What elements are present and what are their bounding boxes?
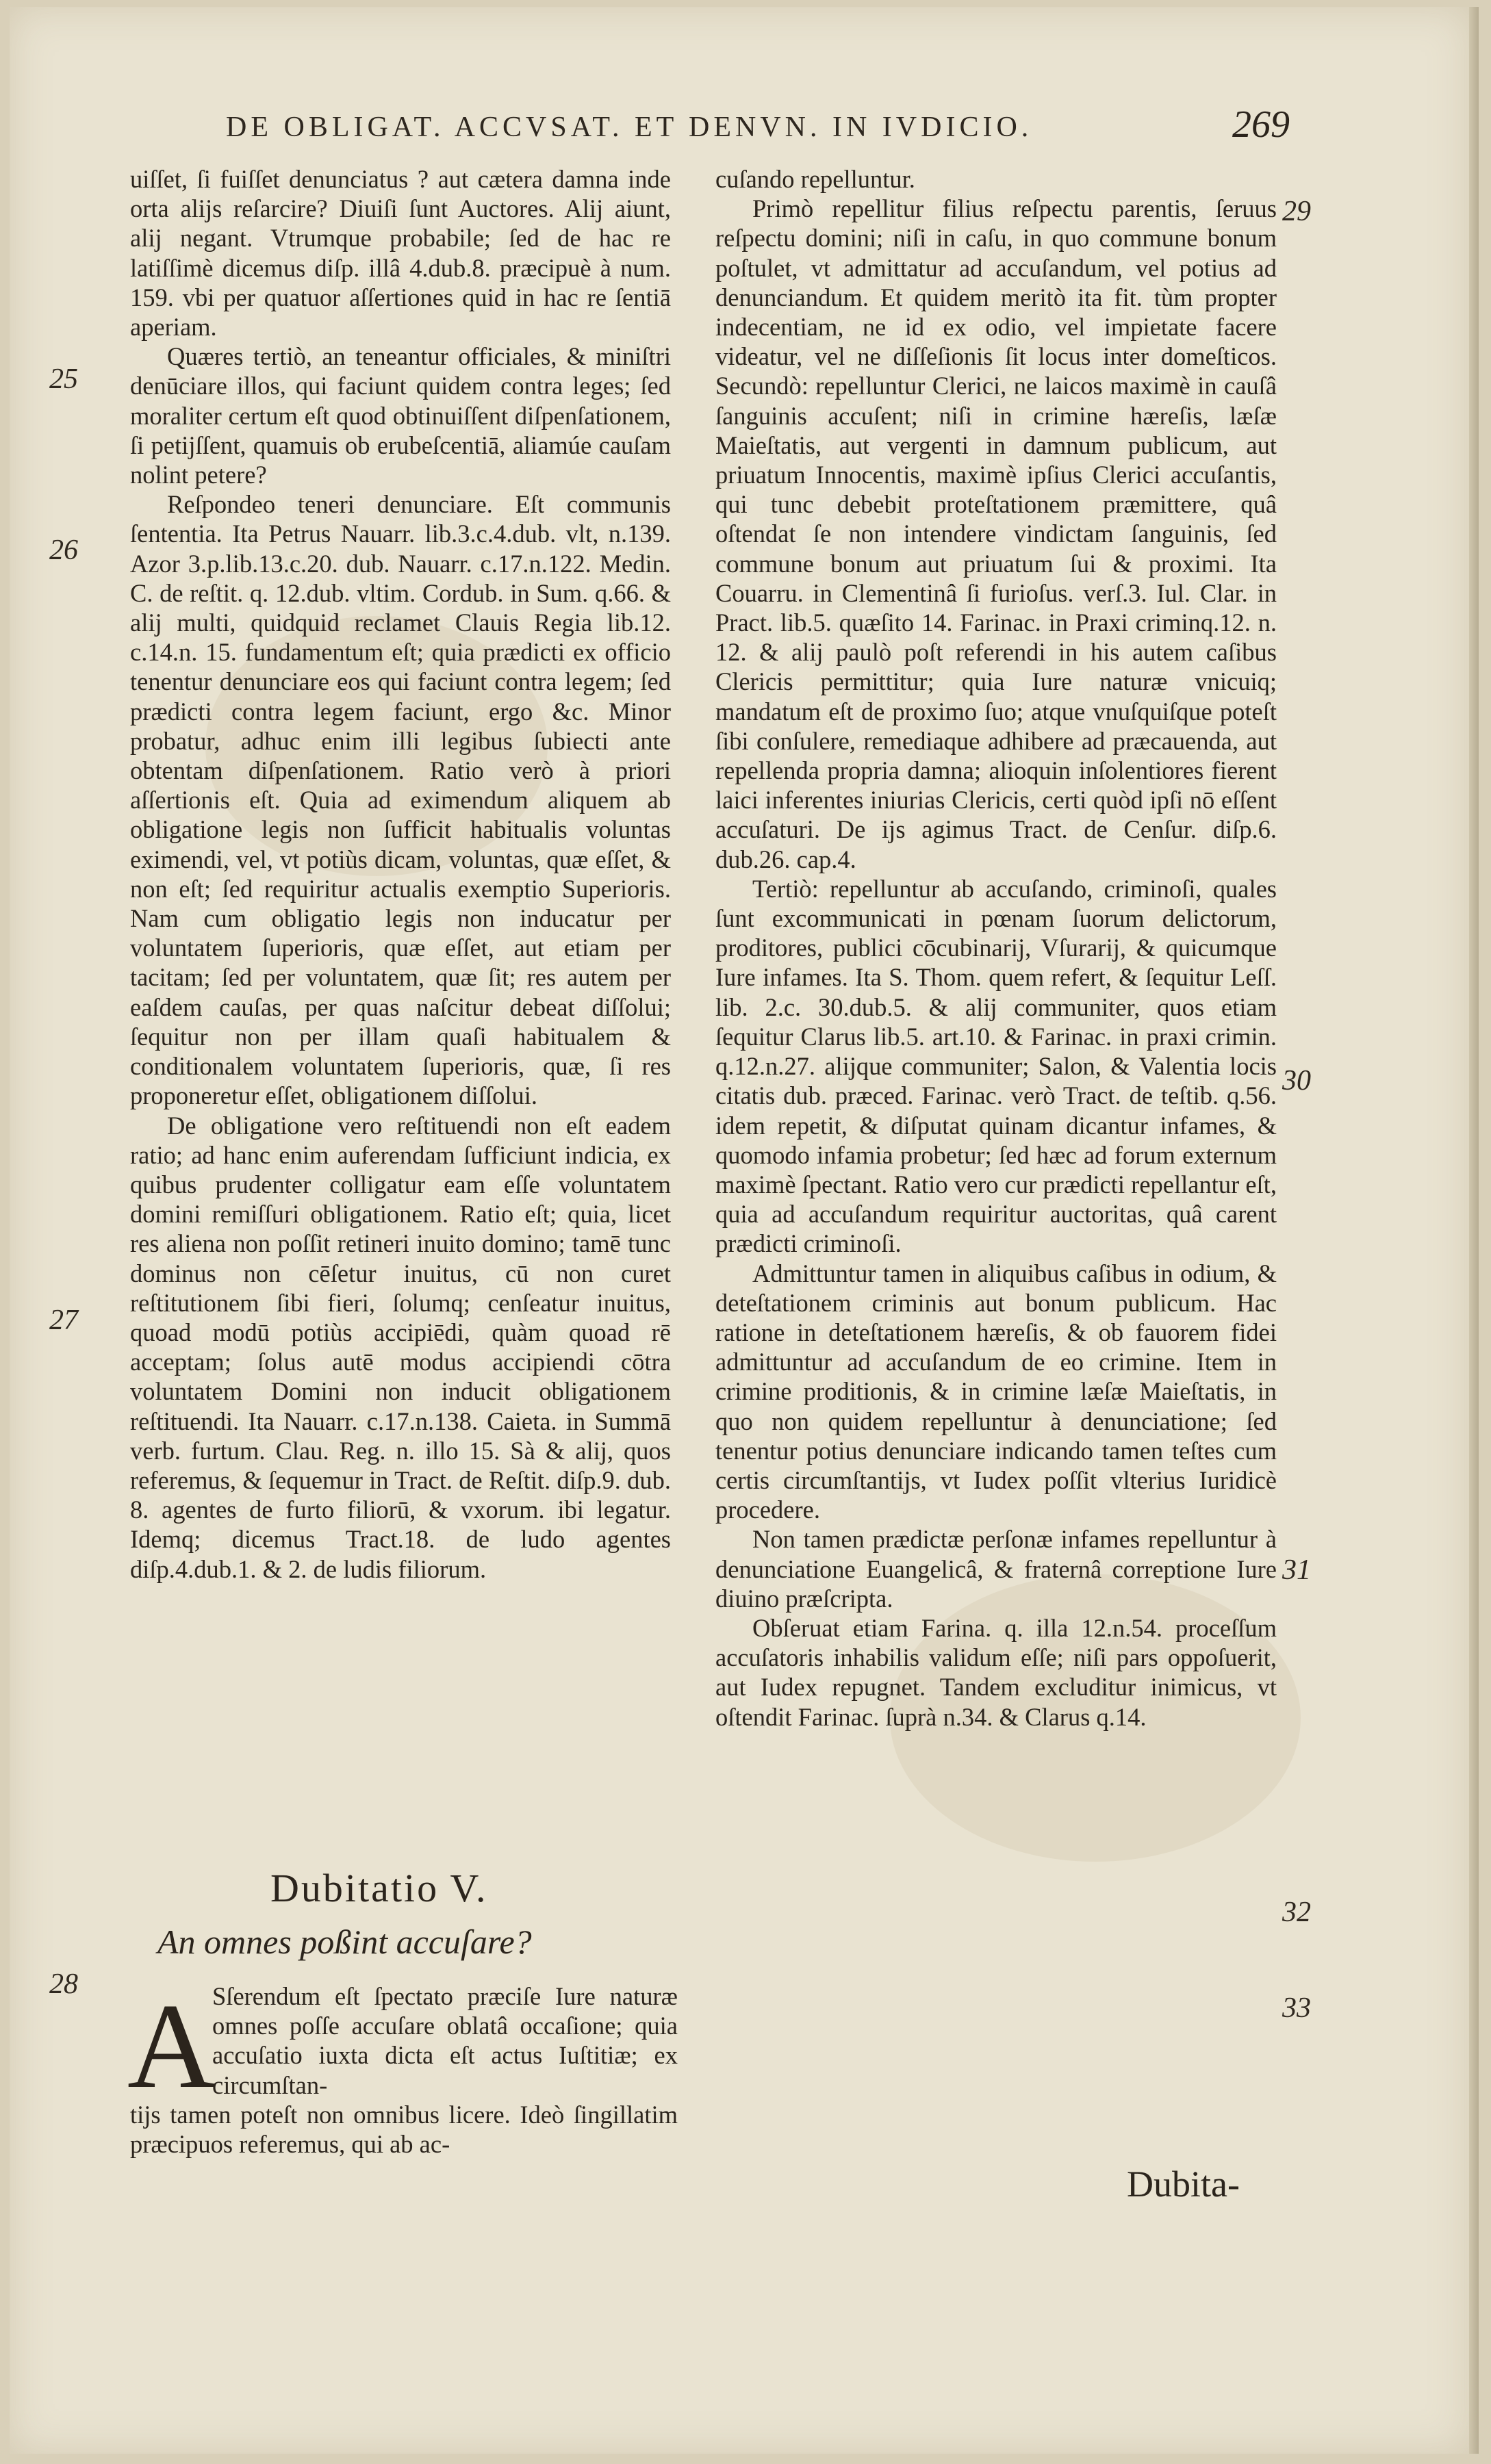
paragraph: cuſando repelluntur. bbox=[715, 165, 915, 193]
paragraph: De obligatione vero reſtituendi non eſt eadem ratio; ad hanc enim auferendam ſufficiunt indicia, ex quibus prudenter colligatur eam eſſe voluntatem domini remiſſuri obligationem. Ratio eſt; quia, licet res aliena non poſſit retineri inuito domino; tamē tunc dominus non cēſetur inuitus, cū non curet reſtitutionem ſibi fieri, ſolumq; cenſeatur inuitus, quoad modū potiùs accipiēdi, quàm quoad rē acceptam; ſolus autē modus accipiendi cōtra voluntatem Domini non inducit obligationem reſtituendi. Ita Nauarr. c.17.n.138. Caieta. in Summā verb. furtum. Clau. Reg. n. illo 15. Sà & alij, quos referemus, & ſequemur in Tract. de Reſtit. diſp.9. dub. 8. agentes de furto filiorū, & vxorum. ibi legatur. Idemq; dicemus Tract.18. de ludo agentes diſp.4.dub.1. & 2. de ludis filiorum. bbox=[130, 1111, 671, 1583]
page-number: 269 bbox=[1232, 103, 1290, 146]
section-title: Dubitatio V. bbox=[270, 1866, 488, 1910]
paragraph: uiſſet, ſi fuiſſet denunciatus ? aut cætera damna inde orta alijs reſarcire? Diuiſi ſunt Auctores. Alij aiunt, alij negant. Vtrumque probabile; ſed de hac re latiſſimè dicemus diſp. illâ 4.dub.8. præcipuè à num. 159. vbi per quatuor aſſertiones quid in hac re ſentiā aperiam. bbox=[130, 165, 671, 342]
catchword: Dubita- bbox=[1127, 2164, 1240, 2205]
running-title: DE OBLIGAT. ACCVSAT. ET DENVN. IN IVDICIO. bbox=[226, 112, 1033, 143]
paragraph: Sſerendum eſt ſpectato præciſe Iure naturæ omnes poſſe accuſare oblatâ occaſione; quia accuſatio iuxta dicta eſt actus Iuſtitiæ; ex circumſtan- bbox=[212, 1982, 678, 2099]
margin-number: 27 bbox=[49, 1305, 78, 1336]
margin-number: 25 bbox=[49, 363, 78, 395]
paragraph: Non tamen prædictæ perſonæ infames repelluntur à denunciatione Euangelicâ, & fraternâ correptione Iure diuino præſcripta. bbox=[715, 1525, 1277, 1613]
margin-number: 32 bbox=[1282, 1897, 1311, 1928]
paragraph: tijs tamen poteſt non omnibus licere. Ideò ſingillatim præcipuos referemus, qui ab ac- bbox=[130, 2101, 678, 2159]
section-question: An omnes poßint accuſare? bbox=[157, 1923, 532, 1961]
paragraph: Quæres tertiò, an teneantur officiales, & miniſtri denūciare illos, qui faciunt quidem contra leges; ſed moraliter certum eſt quod obtinuiſſent diſpenſationem, ſi petijſſent, quamuis ob erubeſcentiā, aliamúe cauſam nolint petere? bbox=[130, 342, 671, 489]
paragraph: Obſeruat etiam Farina. q. illa 12.n.54. proceſſum accuſatoris inhabilis validum eſſe; niſi pars oppoſuerit, aut Iudex repugnet. Tandem excluditur inimicus, vt oſtendit Farinac. ſuprà n.34. & Clarus q.14. bbox=[715, 1613, 1277, 1731]
margin-number: 33 bbox=[1282, 1992, 1311, 2024]
paragraph: Tertiò: repelluntur ab accuſando, criminoſi, quales ſunt excommunicati in pœnam ſuorum delictorum, proditores, publici cōcubinarij, Vſurarij, & quicumque Iure infames. Ita S. Thom. quem refert, & ſequitur Leſſ. lib. 2.c. 30.dub.5. & alij communiter, quos etiam ſequitur Clarus lib.5. art.10. & Farinac. in praxi crimin. q.12.n.27. alijque communiter; Salon, & Valentia locis citatis dub. præced. Farinac. verò Tract. de teſtib. q.56. idem repetit, & diſputat quinam dicantur infames, & quomodo infamia probetur; ſed hæc ad forum externum maximè ſpectant. Ratio vero cur prædicti repellantur eſt, quia ad accuſandum requiritur auctoritas, quâ carent prædicti criminoſi. bbox=[715, 874, 1277, 1258]
margin-number: 28 bbox=[49, 1968, 78, 2000]
paragraph: Admittuntur tamen in aliquibus caſibus in odium, & deteſtationem criminis aut bonum publicum. Hac ratione in deteſtationem hæreſis, & ob fauorem fidei admittuntur ad accuſandum de eo crimine. Item in crimine proditionis, & in crimine læſæ Maieſtatis, in quo non quidem repelluntur à denunciatione; ſed tenentur potius denunciare indicando tamen teſtes cum certis circumſtantijs, vt Iudex poſſit vlterius Iuridicè procedere. bbox=[715, 1259, 1277, 1524]
paragraph: Primò repellitur filius reſpectu parentis, ſeruus reſpectu domini; niſi in caſu, in quo commune bonum poſtulet, vt admittatur ad accuſandum, vel potius ad denunciandum. Et quidem meritò ita fit. tùm propter indecentiam, ne id ex odio, vel impietate facere videatur, vel ne diſſeſionis ſit locus inter domeſticos. Secundò: repelluntur Clerici, ne laicos maximè in cauſâ ſanguinis accuſent; niſi in crimine hæreſis, læſæ Maieſtatis, aut vergenti in damnum publicum, aut priuatum Innocentis, maximè ipſius Clerici accuſantis, qui tunc debebit proteſtationem præmittere, quâ oſtendat ſe non intendere vindictam ſanguinis, ſed commune bonum aut priuatum ſui & proximi. Ita Couarru. in Clementinâ ſi furioſus. verſ.3. Iul. Clar. in Pract. lib.5. quæſito 14. Farinac. in Praxi criminq.12. n. 12. & alij paulò poſt referendi in his autem caſibus Clericis permittitur; quia Iure naturæ vnicuiq; mandatum eſt de proximo ſuo; atque vnuſquiſque poteſt ſibi conſulere, remediaque adhibere ad præcauenda, aut repellenda propria damna; alioquin inſolentiores fierent laici inferentes iniurias Clericis, certi quòd ipſi nō eſſent accuſaturi. De ijs agimus Tract. de Cenſur. diſp.6. dub.26. cap.4. bbox=[715, 194, 1277, 873]
margin-number: 30 bbox=[1282, 1065, 1311, 1096]
margin-number: 31 bbox=[1282, 1554, 1311, 1586]
drop-cap: A bbox=[127, 1978, 216, 2114]
page-edge bbox=[1469, 7, 1479, 2454]
right-column bbox=[715, 164, 1277, 1732]
margin-number: 29 bbox=[1282, 196, 1311, 227]
left-column bbox=[130, 164, 671, 1584]
margin-number: 26 bbox=[49, 535, 78, 566]
paragraph: Reſpondeo teneri denunciare. Eſt communis ſententia. Ita Petrus Nauarr. lib.3.c.4.dub. vlt, n.139. Azor 3.p.lib.13.c.20. dub. Nauarr. c.17.n.122. Medin. C. de reſtit. q. 12.dub. vltim. Cordub. in Sum. q.66. & alij multi, quidquid reclamet Clauis Regia lib.12. c.14.n. 15. fundamentum eſt; quia prædicti ex officio tenentur denunciare eos qui faciunt contra legem; ſed prædicti contra legem faciunt, ergo &c. Minor probatur, adhuc enim illi legibus ſubiecti ante obtentam diſpenſationem. Ratio verò à priori aſſertionis eſt. Quia ad eximendum aliquem ab obligatione legis non ſufficit habitualis voluntas eximendi, vel, vt potiùs dicam, voluntas, quæ eſſet, & non eſt; ſed requiritur actualis exemptio Superioris. Nam cum obligatio legis non inducatur per voluntatem ſuperioris, quæ eſſet, aut etiam per tacitam; ſed per voluntatem, quæ ſit; res autem per eaſdem cauſas, per quas naſcitur debeat diſſolui; ſequitur non per illam quaſi habitualem & conditionalem voluntatem ſuperioris, quæ, ſi res proponeretur eſſet, obligationem diſſolui. bbox=[130, 490, 671, 1110]
